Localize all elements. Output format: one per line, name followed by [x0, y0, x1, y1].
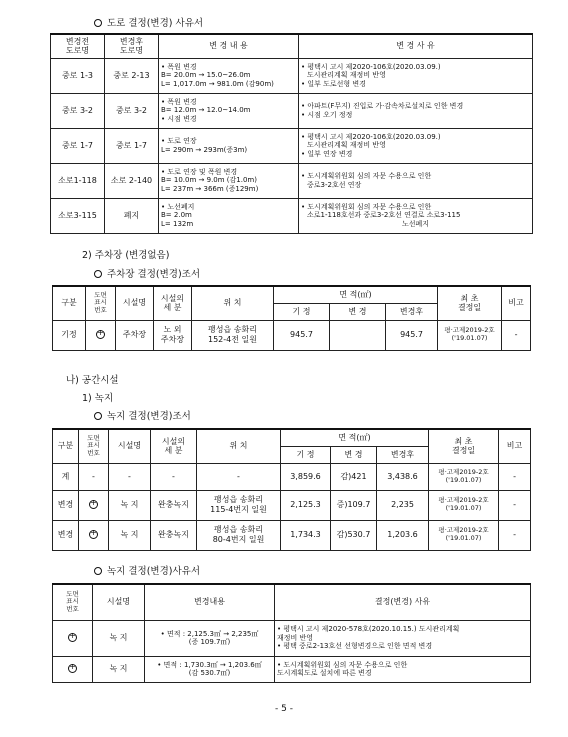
table-row: 변경 + 녹 지 완충녹지 팽성읍 송화리 115-4번지 일원 2,125.3 증)109.7 2,235 평·고제2019-2호 ('19.01.07) - — [53, 490, 531, 520]
circle-bullet-icon — [94, 412, 102, 420]
parking-section-title: 주차장 결정(변경)조서 — [94, 266, 200, 280]
map-marker-icon — [96, 330, 105, 339]
table-row: 소로1-118 소로 2-140 • 도로 연장 및 폭원 변경 B= 10.0m → 9.0m (감1.0m) L= 237m → 366m (증129m) • 도시계획위원회 심의 자문 수용으로 인한 중로3-2호선 연장 — [51, 163, 533, 198]
map-marker-icon — [68, 633, 77, 642]
table-header-row: 구분 도면 표시 번호 시설명 시설의 세 분 위 치 면 적(㎡) 최 초 결정일 비고 — [53, 286, 531, 303]
parking-heading: 2) 주차장 (변경없음) — [82, 250, 170, 261]
table-header-row: 변경전 도로명 변경후 도로명 변 경 내 용 변 경 사 유 — [51, 34, 533, 58]
table-header-row: 도면 표시 번호 시설명 변경내용 결정(변경) 사유 — [53, 584, 531, 620]
circle-bullet-icon — [94, 567, 102, 575]
table-row: 기정 + 주차장 노 외 주차장 팽성읍 송화리 152-4전 일원 945.7 945.7 평·고제2019-2호 ('19.01.07) - — [53, 320, 531, 350]
table-header-row: 구분 도면 표시 번호 시설명 시설의 세 분 위 치 면 적(㎡) 최 초 결정일 비고 — [53, 429, 531, 446]
green-section-title: 녹지 결정(변경)조서 — [94, 408, 191, 422]
table-row: 중로 1-7 중로 1-7 • 도로 연장 L= 290m → 293m(증3m) • 평택시 고시 제2020-106호(2020.03.09.) 도시관리계획 재정비 반영 • 일부 연장 변경 — [51, 128, 533, 163]
green-reason-section-title: 녹지 결정(변경)사유서 — [94, 563, 200, 577]
parking-table: 구분 도면 표시 번호 시설명 시설의 세 분 위 치 면 적(㎡) 최 초 결정일 비고 기 정 변 경 변경후 기정 + 주차장 노 외 주차장 팽성읍 송화리 152-4전 일원 945.7 945.7 평·고제2019-2호 ('19.01.07) - — [52, 285, 531, 351]
space-heading: 나) 공간시설 — [66, 375, 119, 386]
table-row: 계 - - - - 3,859.6 감)421 3,438.6 평·고제2019-2호 ('19.01.07) - — [53, 463, 531, 490]
circle-bullet-icon — [94, 19, 102, 27]
table-row: 변경 + 녹 지 완충녹지 팽성읍 송화리 80-4번지 일원 1,734.3 감)530.7 1,203.6 평·고제2019-2호 ('19.01.07) - — [53, 520, 531, 550]
road-reason-table — [50, 33, 533, 234]
map-marker-icon — [89, 500, 98, 509]
table-row: + 녹 지 • 면적 : 2,125.3㎡ → 2,235㎡ (증 109.7㎡) • 평택시 고시 제2020-578호(2020.10.15.) 도시관리계획 재정비 반영 • 평택 중로2-13호선 선형변경으로 인한 면적 변경 — [53, 620, 531, 656]
green-reason-table — [52, 583, 531, 683]
road-section-title: 도로 결정(변경) 사유서 — [94, 15, 203, 29]
map-marker-icon — [68, 664, 77, 673]
green-table: 구분 도면 표시 번호 시설명 시설의 세 분 위 치 면 적(㎡) 최 초 결정일 비고 기 정 변 경 변경후 계 - - - - 3,859.6 감)421 3,438.6 평·고제2019-2호 ('19.01.07) - 변경 + 녹 지 완충녹지 팽성읍 송화리 115-4번지 일원 2,125.3 증)109.7 2,235 평·고제2019-2호 ('19.01.07) - 변경 + 녹 지 완충녹지 팽성읍 송화리 80-4번지 일원 1,734.3 감)530.7 1,203.6 평·고제2019-2호 ('19.01.07) - — [52, 428, 531, 551]
table-row: + 녹 지 • 면적 : 1,730.3㎡ → 1,203.6㎡ (감 530.7㎡) • 도시계획위원회 심의 자문 수용으로 인한 도시계획도로 설치에 따른 변경 — [53, 656, 531, 682]
table-row: 중로 3-2 중로 3-2 • 폭원 변경 B= 12.0m → 12.0~14.0m • 시점 변경 • 아파트(F무지) 진입로 가·감속차로설치로 인한 변경 • 시점 오기 정정 — [51, 93, 533, 128]
table-row: 중로 1-3 중로 2-13 • 폭원 변경 B= 20.0m → 15.0~26.0m L= 1,017.0m → 981.0m (감90m) • 평택시 고시 제2020-106호(2020.03.09.) 도시관리계획 재정비 반영 • 일부 도로선형 변경 — [51, 58, 533, 93]
map-marker-icon — [89, 530, 98, 539]
table-row: 소로3-115 폐지 • 노선폐지 B= 2.0m L= 132m • 도시계획위원회 심의 자문 수용으로 인한 소로1-118호선과 중로3-2호선 연결로 소로3-115 노선폐지 — [51, 198, 533, 233]
page-number: - 5 - — [275, 704, 293, 714]
circle-bullet-icon — [94, 270, 102, 278]
green-subheading: 1) 녹지 — [82, 393, 114, 404]
